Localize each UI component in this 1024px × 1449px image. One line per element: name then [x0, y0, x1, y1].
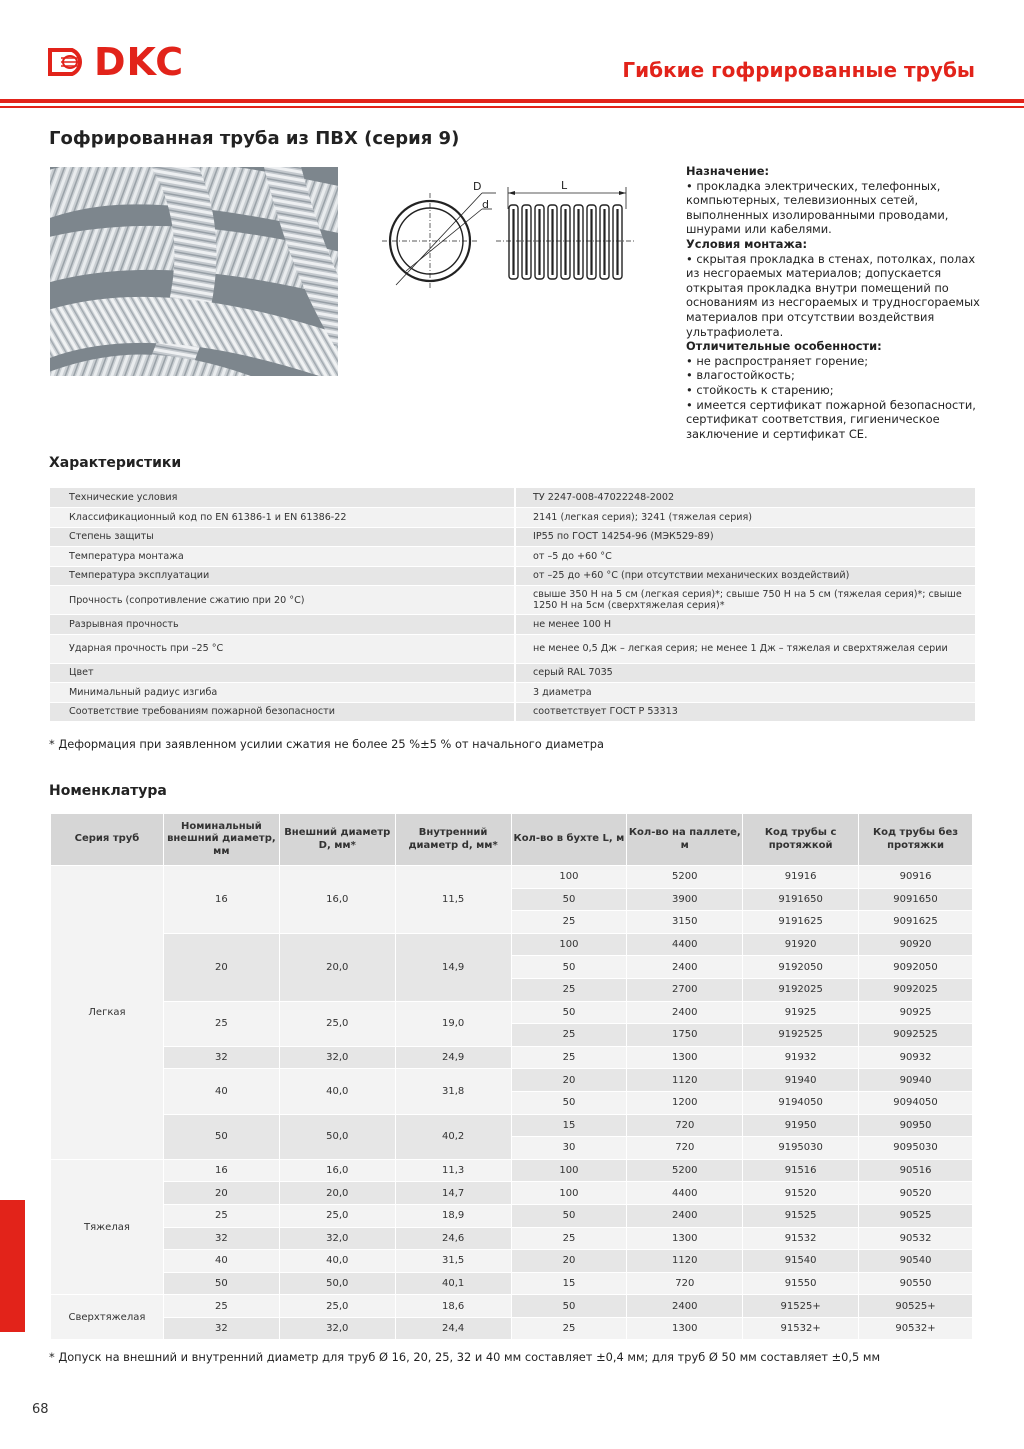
value-cell: 20 [511, 1069, 627, 1092]
table-row [51, 1001, 973, 1024]
characteristic-name: Минимальный радиус изгиба [50, 683, 515, 703]
characteristic-value: свыше 350 Н на 5 см (легкая серия)*; свыше 750 Н на 5 см (тяжелая серия)*; свыше 1250 Н на 5см (сверхтяжелая серия)* [515, 586, 975, 615]
diameter-d-cell: 50,0 [279, 1272, 395, 1295]
value-cell: 20 [511, 1250, 627, 1273]
value-cell: 50 [511, 1204, 627, 1227]
diameter-d-cell: 16,0 [279, 1159, 395, 1182]
value-cell: 25 [511, 911, 627, 934]
value-cell: 9191625 [743, 911, 859, 934]
value-cell: 91520 [743, 1182, 859, 1205]
value-cell: 91950 [743, 1114, 859, 1137]
value-cell: 9092050 [859, 956, 973, 979]
diameter-d-cell: 20,0 [279, 933, 395, 1001]
value-cell: 15 [511, 1114, 627, 1137]
value-cell: 2400 [627, 1001, 743, 1024]
value-cell: 5200 [627, 866, 743, 889]
value-cell: 15 [511, 1272, 627, 1295]
value-cell: 91550 [743, 1272, 859, 1295]
value-cell: 1120 [627, 1069, 743, 1092]
value-cell: 90540 [859, 1250, 973, 1273]
diameter-d-cell: 11,3 [395, 1159, 511, 1182]
table-row [51, 1159, 973, 1182]
characteristics-row [50, 508, 975, 528]
value-cell: 5200 [627, 1159, 743, 1182]
value-cell: 90916 [859, 866, 973, 889]
diameter-d-cell: 40,2 [395, 1114, 511, 1159]
nomenclature-footnote: * Допуск на внешний и внутренний диаметр для труб Ø 16, 20, 25, 32 и 40 мм составляет ±0,4 мм; для труб Ø 50 мм составляет ±0,5 мм [49, 1350, 881, 1364]
characteristic-name: Классификационный код по EN 61386-1 и EN 61386-22 [50, 508, 515, 528]
diameter-d-cell: 24,9 [395, 1046, 511, 1069]
value-cell: 1750 [627, 1024, 743, 1047]
value-cell: 1200 [627, 1091, 743, 1114]
page-title: Гофрированная труба из ПВХ (серия 9) [49, 128, 460, 149]
characteristics-row [50, 615, 975, 635]
value-cell: 90932 [859, 1046, 973, 1069]
description-line: • влагостойкость; [686, 368, 795, 383]
characteristic-name: Температура монтажа [50, 547, 515, 567]
value-cell: 3150 [627, 911, 743, 934]
value-cell: 25 [511, 1227, 627, 1250]
diameter-d-cell: 14,9 [395, 933, 511, 1001]
diameter-d-cell: 32,0 [279, 1317, 395, 1340]
value-cell: 9195030 [743, 1137, 859, 1160]
value-cell: 9091625 [859, 911, 973, 934]
characteristic-name: Разрывная прочность [50, 615, 515, 635]
diameter-d-cell: 25,0 [279, 1295, 395, 1318]
diameter-d-cell: 25,0 [279, 1001, 395, 1046]
value-cell: 91920 [743, 933, 859, 956]
value-cell: 1300 [627, 1317, 743, 1340]
diameter-nom-cell: 50 [163, 1272, 279, 1295]
diameter-d-cell: 50,0 [279, 1114, 395, 1159]
value-cell: 9192025 [743, 978, 859, 1001]
value-cell: 2700 [627, 978, 743, 1001]
diameter-d-cell: 40,0 [279, 1250, 395, 1273]
value-cell: 91532 [743, 1227, 859, 1250]
characteristic-value: IP55 по ГОСТ 14254-96 (МЭК529-89) [515, 527, 975, 547]
value-cell: 4400 [627, 933, 743, 956]
value-cell: 9091650 [859, 888, 973, 911]
table-row [51, 933, 973, 956]
characteristics-table [50, 488, 975, 722]
characteristic-value: серый RAL 7035 [515, 663, 975, 683]
diameter-nom-cell: 40 [163, 1250, 279, 1273]
value-cell: 100 [511, 1159, 627, 1182]
characteristic-value: 2141 (легкая серия); 3241 (тяжелая серия) [515, 508, 975, 528]
characteristics-row [50, 663, 975, 683]
column-header: Серия труб [51, 814, 164, 866]
diameter-d-cell: 31,8 [395, 1069, 511, 1114]
description-line: • не распространяет горение; [686, 353, 869, 368]
value-cell: 90516 [859, 1159, 973, 1182]
value-cell: 90520 [859, 1182, 973, 1205]
column-header: Кол-во в бухте L, м [511, 814, 627, 866]
description-line: • скрытая прокладка в стенах, потолках, полах из несгораемых материалов; допускается открытая прокладка внутри помещений по основаниям из несгораемых и трудносгораемых материалов при отсутствии воздействия ультрафиолета. [686, 251, 980, 339]
value-cell: 9092025 [859, 978, 973, 1001]
diameter-nom-cell: 50 [163, 1114, 279, 1159]
value-cell: 720 [627, 1272, 743, 1295]
value-cell: 90532+ [859, 1317, 973, 1340]
diameter-nom-cell: 32 [163, 1317, 279, 1340]
characteristics-row [50, 702, 975, 722]
value-cell: 720 [627, 1114, 743, 1137]
diameter-nom-cell: 25 [163, 1295, 279, 1318]
value-cell: 91540 [743, 1250, 859, 1273]
value-cell: 90940 [859, 1069, 973, 1092]
value-cell: 1300 [627, 1227, 743, 1250]
value-cell: 720 [627, 1137, 743, 1160]
series-name: Тяжелая [51, 1159, 164, 1295]
dkc-logo [48, 40, 185, 84]
column-header: Номинальный внешний диаметр, мм [163, 814, 279, 866]
characteristic-value: от –25 до +60 °С (при отсутствии механических воздействий) [515, 566, 975, 586]
value-cell: 50 [511, 1001, 627, 1024]
page-number: 68 [32, 1402, 49, 1417]
characteristic-value: не менее 100 Н [515, 615, 975, 635]
value-cell: 1120 [627, 1250, 743, 1273]
product-description [686, 164, 986, 441]
nomenclature-heading: Номенклатура [49, 783, 167, 799]
characteristic-value: не менее 0,5 Дж – легкая серия; не менее 1 Дж – тяжелая и сверхтяжелая серии [515, 634, 975, 663]
value-cell: 9192525 [743, 1024, 859, 1047]
value-cell: 9194050 [743, 1091, 859, 1114]
description-heading: Условия монтажа: [686, 236, 808, 251]
table-row [51, 1182, 973, 1205]
characteristics-row [50, 683, 975, 703]
value-cell: 90950 [859, 1114, 973, 1137]
diagram-label-L: L [561, 179, 568, 192]
characteristic-value: 3 диаметра [515, 683, 975, 703]
value-cell: 9191650 [743, 888, 859, 911]
diameter-d-cell: 18,6 [395, 1295, 511, 1318]
value-cell: 91916 [743, 866, 859, 889]
diameter-d-cell: 24,4 [395, 1317, 511, 1340]
description-heading: Отличительные особенности: [686, 339, 882, 354]
table-row [51, 1046, 973, 1069]
header-divider [0, 99, 1024, 103]
diagram-label-D: D [473, 180, 482, 193]
value-cell: 9192050 [743, 956, 859, 979]
value-cell: 3900 [627, 888, 743, 911]
product-photo [50, 167, 338, 376]
diameter-d-cell: 20,0 [279, 1182, 395, 1205]
series-name: Сверхтяжелая [51, 1295, 164, 1340]
characteristic-name: Цвет [50, 663, 515, 683]
column-header: Внутренний диаметр d, мм* [395, 814, 511, 866]
diameter-nom-cell: 32 [163, 1227, 279, 1250]
diameter-d-cell: 16,0 [279, 866, 395, 934]
table-row [51, 1317, 973, 1340]
column-header: Внешний диаметр D, мм* [279, 814, 395, 866]
pipe-side-profile [509, 205, 622, 279]
nomenclature-table [50, 813, 973, 1340]
characteristic-name: Ударная прочность при –25 °С [50, 634, 515, 663]
characteristics-row [50, 527, 975, 547]
diagram-label-d: d [482, 198, 489, 211]
table-row [51, 1204, 973, 1227]
diameter-nom-cell: 20 [163, 933, 279, 1001]
value-cell: 1300 [627, 1046, 743, 1069]
value-cell: 25 [511, 1046, 627, 1069]
value-cell: 25 [511, 978, 627, 1001]
value-cell: 4400 [627, 1182, 743, 1205]
diameter-d-cell: 40,0 [279, 1069, 395, 1114]
column-header: Кол-во на паллете, м [627, 814, 743, 866]
characteristic-name: Технические условия [50, 488, 515, 508]
value-cell: 50 [511, 956, 627, 979]
diameter-d-cell: 32,0 [279, 1046, 395, 1069]
value-cell: 90532 [859, 1227, 973, 1250]
characteristics-row [50, 547, 975, 567]
page-header [0, 0, 1024, 112]
value-cell: 91525+ [743, 1295, 859, 1318]
table-row [51, 1069, 973, 1092]
series-name: Легкая [51, 866, 164, 1160]
characteristic-name: Температура эксплуатации [50, 566, 515, 586]
logo-text: DKC [94, 40, 185, 84]
diameter-nom-cell: 25 [163, 1204, 279, 1227]
diameter-nom-cell: 20 [163, 1182, 279, 1205]
characteristics-row [50, 634, 975, 663]
description-line: • имеется сертификат пожарной безопасности, сертификат соответствия, гигиеническое заключение и сертификат СЕ. [686, 397, 976, 441]
value-cell: 9094050 [859, 1091, 973, 1114]
value-cell: 90525+ [859, 1295, 973, 1318]
value-cell: 2400 [627, 1204, 743, 1227]
value-cell: 25 [511, 1317, 627, 1340]
diameter-d-cell: 14,7 [395, 1182, 511, 1205]
diameter-nom-cell: 25 [163, 1001, 279, 1046]
diameter-d-cell: 31,5 [395, 1250, 511, 1273]
table-row [51, 1114, 973, 1137]
table-row [51, 1272, 973, 1295]
characteristics-heading: Характеристики [49, 455, 182, 471]
diameter-d-cell: 32,0 [279, 1227, 395, 1250]
characteristics-row [50, 488, 975, 508]
characteristic-value: от –5 до +60 °С [515, 547, 975, 567]
diameter-nom-cell: 16 [163, 1159, 279, 1182]
diameter-d-cell: 19,0 [395, 1001, 511, 1046]
diameter-d-cell: 18,9 [395, 1204, 511, 1227]
characteristics-footnote: * Деформация при заявленном усилии сжатия не более 25 %±5 % от начального диаметра [49, 737, 604, 751]
characteristic-name: Прочность (сопротивление сжатию при 20 °С) [50, 586, 515, 615]
value-cell: 90550 [859, 1272, 973, 1295]
table-row [51, 1295, 973, 1318]
table-row [51, 1227, 973, 1250]
value-cell: 50 [511, 1295, 627, 1318]
characteristics-row [50, 566, 975, 586]
value-cell: 50 [511, 1091, 627, 1114]
corrugated-tubes-image [50, 167, 338, 376]
value-cell: 90920 [859, 933, 973, 956]
document-title: Гибкие гофрированные трубы [622, 58, 975, 82]
column-header: Код трубы с протяжкой [743, 814, 859, 866]
column-header: Код трубы без протяжки [859, 814, 973, 866]
characteristic-value: ТУ 2247-008-47022248-2002 [515, 488, 975, 508]
value-cell: 100 [511, 933, 627, 956]
pipe-cross-section-diagram [378, 175, 638, 300]
value-cell: 2400 [627, 956, 743, 979]
value-cell: 91516 [743, 1159, 859, 1182]
characteristics-row [50, 586, 975, 615]
characteristic-name: Степень защиты [50, 527, 515, 547]
characteristic-name: Соответствие требованиям пожарной безопасности [50, 702, 515, 722]
diameter-d-cell: 25,0 [279, 1204, 395, 1227]
value-cell: 2400 [627, 1295, 743, 1318]
value-cell: 9092525 [859, 1024, 973, 1047]
table-row [51, 866, 973, 889]
dkc-logo-icon [48, 47, 90, 77]
table-row [51, 1250, 973, 1273]
diameter-d-cell: 40,1 [395, 1272, 511, 1295]
value-cell: 25 [511, 1024, 627, 1047]
value-cell: 9095030 [859, 1137, 973, 1160]
value-cell: 30 [511, 1137, 627, 1160]
value-cell: 91932 [743, 1046, 859, 1069]
characteristic-value: соответствует ГОСТ Р 53313 [515, 702, 975, 722]
description-line: • стойкость к старению; [686, 382, 834, 397]
value-cell: 90925 [859, 1001, 973, 1024]
value-cell: 91925 [743, 1001, 859, 1024]
diameter-d-cell: 11,5 [395, 866, 511, 934]
value-cell: 100 [511, 1182, 627, 1205]
value-cell: 91940 [743, 1069, 859, 1092]
diameter-nom-cell: 40 [163, 1069, 279, 1114]
description-line: • прокладка электрических, телефонных, компьютерных, телевизионных сетей, выполненных изолированными проводами, шнурами или кабелями. [686, 178, 949, 237]
section-tab-marker [0, 1200, 25, 1332]
description-heading: Назначение: [686, 164, 770, 178]
nomenclature-header-row [51, 814, 973, 866]
diameter-d-cell: 24,6 [395, 1227, 511, 1250]
value-cell: 100 [511, 866, 627, 889]
value-cell: 90525 [859, 1204, 973, 1227]
diameter-nom-cell: 32 [163, 1046, 279, 1069]
value-cell: 91532+ [743, 1317, 859, 1340]
value-cell: 91525 [743, 1204, 859, 1227]
header-divider-thin [0, 106, 1024, 108]
value-cell: 50 [511, 888, 627, 911]
diameter-nom-cell: 16 [163, 866, 279, 934]
